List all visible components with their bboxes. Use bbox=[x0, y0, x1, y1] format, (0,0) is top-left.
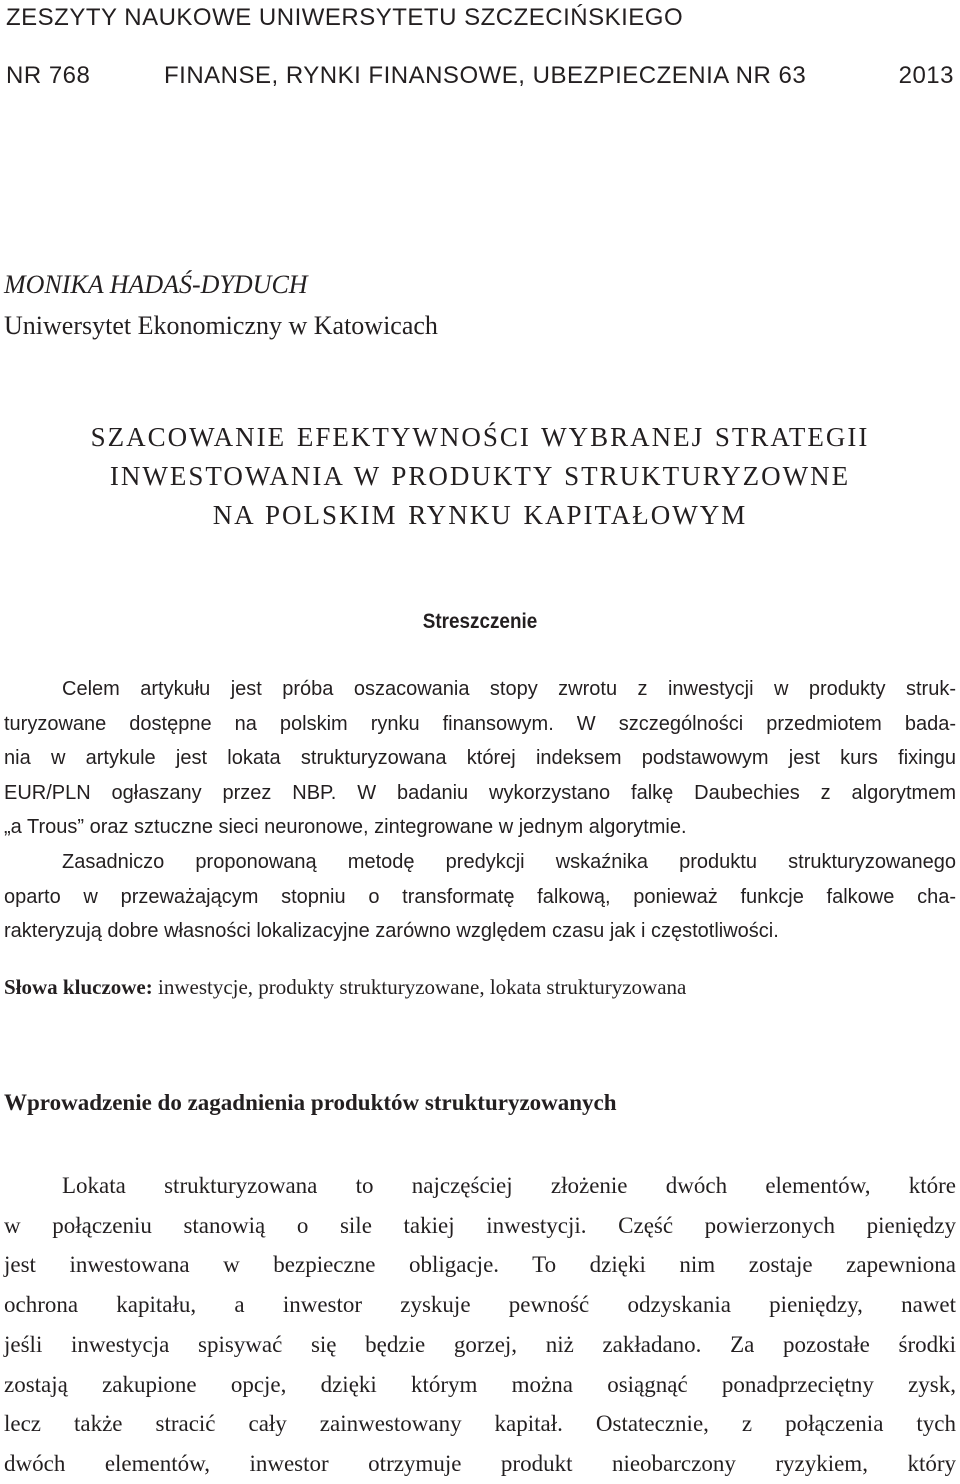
title-line: INWESTOWANIA W PRODUKTY STRUKTURYZOWNE bbox=[109, 461, 851, 491]
abstract-line: EUR/PLN ogłaszany przez NBP. W badaniu wykorzystano falkę Daubechies z algorytmem bbox=[4, 781, 956, 804]
publication-year: 2013 bbox=[898, 62, 954, 89]
body-line: lecz także stracić cały zainwestowany kapitał. Ostatecznie, z połączenia tych bbox=[4, 1411, 956, 1437]
body-line: jeśli inwestycja spisywać się będzie gorzej, niż zakładano. Za pozostałe środki bbox=[4, 1331, 956, 1357]
journal-name: ZESZYTY NAUKOWE UNIWERSYTETU SZCZECIŃSKIEGO bbox=[6, 4, 684, 31]
journal-series: FINANSE, RYNKI FINANSOWE, UBEZPIECZENIA NR 63 bbox=[164, 62, 807, 89]
title-line: SZACOWANIE EFEKTYWNOŚCI WYBRANEJ STRATEGII bbox=[90, 422, 870, 452]
abstract-text bbox=[4, 672, 956, 949]
abstract-line: turyzowane dostępne na polskim rynku finansowym. W szczególności przedmiotem bada- bbox=[4, 712, 956, 735]
body-line: ochrona kapitału, a inwestor zyskuje pewność odzyskania pieniędzy, nawet bbox=[4, 1292, 956, 1318]
author-affiliation: Uniwersytet Ekonomiczny w Katowicach bbox=[4, 311, 438, 340]
abstract-line: „a Trous” oraz sztuczne sieci neuronowe, zintegrowane w jednym algorytmie. bbox=[4, 816, 687, 839]
keywords-text: inwestycje, produkty strukturyzowane, lokata strukturyzowana bbox=[152, 975, 687, 999]
body-line: jest inwestowana w bezpieczne obligacje. To dzięki nim zostaje zapewniona bbox=[4, 1252, 956, 1278]
keywords bbox=[4, 975, 686, 1000]
body-line: Lokata strukturyzowana to najczęściej złożenie dwóch elementów, które bbox=[62, 1173, 956, 1198]
article-title bbox=[0, 418, 960, 535]
section-heading: Wprowadzenie do zagadnienia produktów strukturyzowanych bbox=[4, 1090, 617, 1115]
section-body bbox=[4, 1166, 956, 1484]
abstract-line: rakteryzują dobre własności lokalizacyjne zarówno względem czasu jak i częstotliwości. bbox=[4, 920, 779, 943]
body-line: dwóch elementów, inwestor otrzymuje produkt nieobarczony ryzykiem, który bbox=[4, 1450, 956, 1476]
title-line: NA POLSKIM RYNKU KAPITAŁOWYM bbox=[212, 500, 748, 530]
body-line: w połączeniu stanowią o sile takiej inwestycji. Część powierzonych pieniędzy bbox=[4, 1212, 956, 1238]
abstract-line: nia w artykule jest lokata strukturyzowana której indeksem podstawowym jest kurs fixingu bbox=[4, 747, 956, 770]
issue-number: NR 768 bbox=[6, 62, 91, 89]
author-name: MONIKA HADAŚ-DYDUCH bbox=[4, 270, 308, 299]
abstract-line: oparto w przeważającym stopniu o transformatę falkową, ponieważ funkcje falkowe cha- bbox=[4, 885, 956, 908]
keywords-label: Słowa kluczowe: bbox=[4, 975, 153, 999]
body-line: zostają zakupione opcje, dzięki którym można osiągnąć ponadprzeciętny zysk, bbox=[4, 1371, 956, 1397]
abstract-heading: Streszczenie bbox=[422, 610, 538, 633]
abstract-line: Celem artykułu jest próba oszacowania stopy zwrotu z inwestycji w produkty struk- bbox=[62, 678, 956, 700]
abstract-line: Zasadniczo proponowaną metodę predykcji wskaźnika produktu strukturyzowanego bbox=[62, 850, 956, 873]
